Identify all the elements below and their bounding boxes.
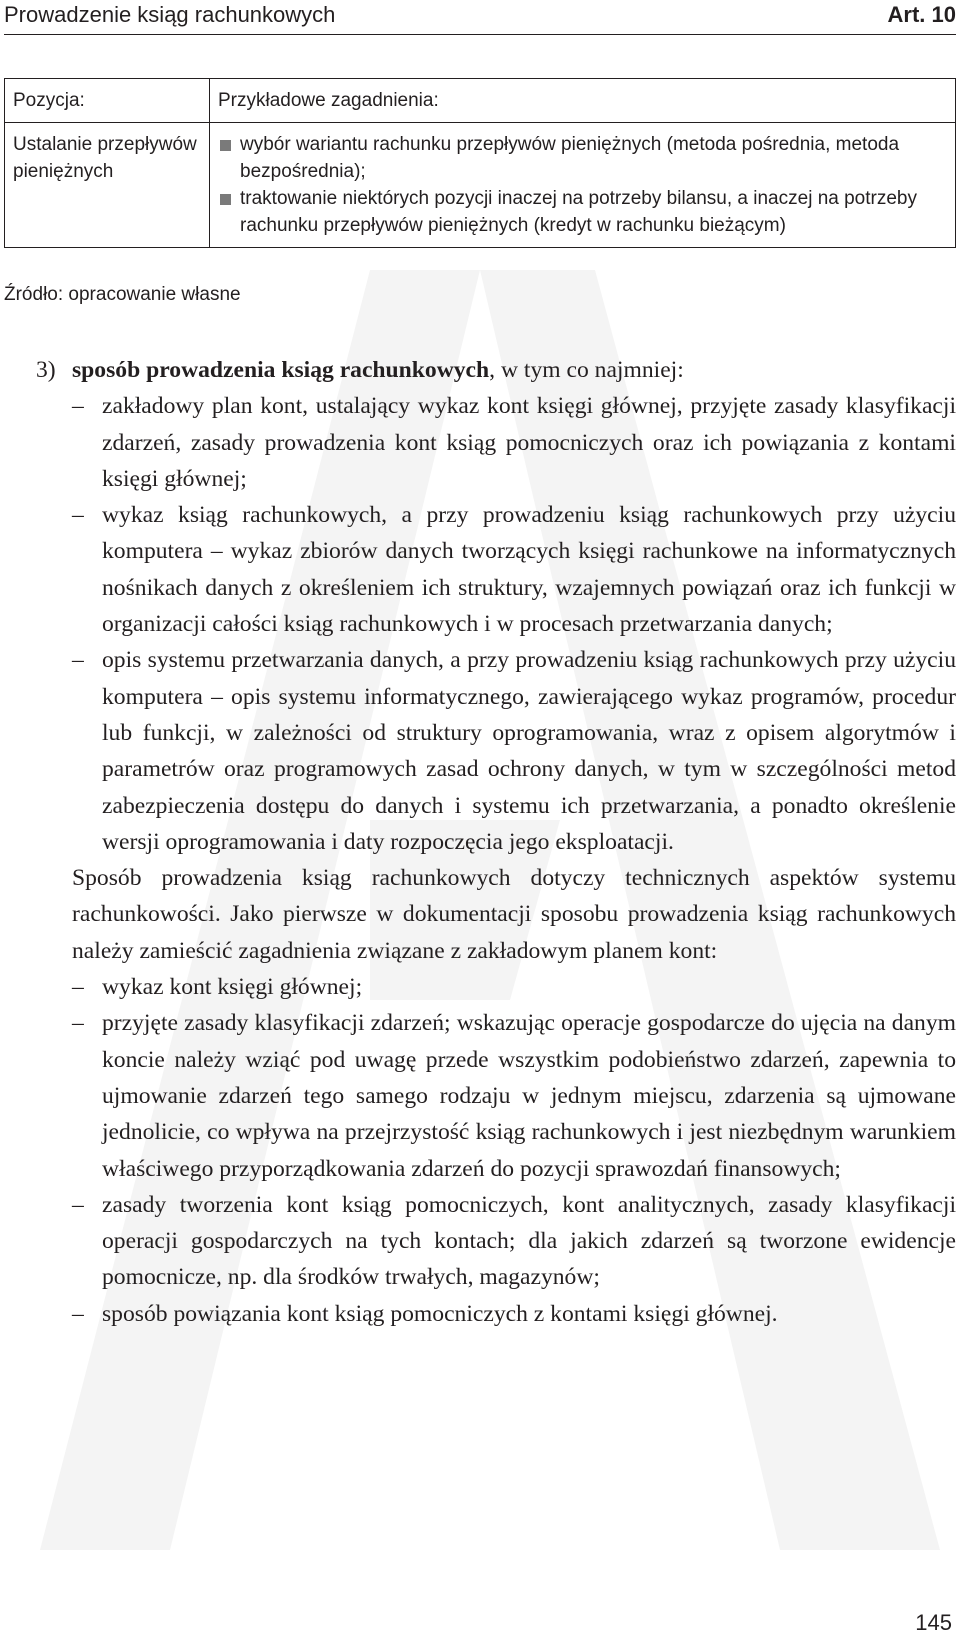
dash-list-item [72,642,956,860]
dash-bullet: – [72,1300,84,1327]
article-number: Art. 10 [887,2,956,27]
dash-bullet: – [72,1191,84,1218]
source-note: Źródło: opracowanie własne [4,284,241,305]
main-text [36,352,956,1332]
item-bold-title: sposób prowadzenia ksiąg rachunkowych [72,357,490,383]
bullet-text: traktowanie niektórych pozycji inaczej na potrzeby bilansu, a inaczej na potrzeby rachunku przepływów pieniężnych (kredyt w rachunku bieżącym) [240,188,917,236]
dash-list-item [72,1296,956,1332]
list-item [218,131,945,185]
header-cell-position: Pozycja: [5,79,210,123]
dash-item-text: opis systemu przetwarzania danych, a przy prowadzeniu ksiąg rachunkowych przy użyciu komputera – opis systemu informatycznego, zawierającego wykaz programów, procedur lub funkcji, w zależności od struktury oprogramowania, wraz z opisem algorytmów i parametrów oraz programowych zasad ochrony danych, w tym w szczególności metod zabezpieczenia dostępu do danych i systemu ich przetwarzania, a ponadto określenie wersji oprogramowania i daty rozpoczęcia jego eksploatacji. [102,647,956,855]
body-paragraph: Sposób prowadzenia ksiąg rachunkowych dotyczy technicznych aspektów systemu rachunkowości. Jako pierwsze w dokumentacji sposobu prowadzenia ksiąg rachunkowych należy zamieścić zagadnienia związane z zakładowym planem kont: [72,865,956,964]
dash-bullet: – [72,974,84,1001]
dash-item-text: sposób powiązania kont ksiąg pomocniczych z kontami księgi głównej. [102,1300,778,1327]
square-bullet-icon [220,194,231,205]
cell-position: Ustalanie przepływów pieniężnych [5,123,210,248]
dash-bullet: – [72,393,84,420]
example-table [4,78,956,248]
dash-list-item [72,1187,956,1296]
dash-list-item [72,1005,956,1186]
dash-bullet: – [72,1010,84,1037]
dash-item-text: wykaz kont księgi głównej; [102,974,363,1001]
running-header [4,0,956,35]
cell-issues [210,123,956,248]
item-intro: , w tym co najmniej: [489,357,684,383]
dash-list-item [72,497,956,642]
table-row [5,123,956,248]
dash-bullet: – [72,502,84,529]
bullet-text: wybór wariantu rachunku przepływów pieniężnych (metoda pośrednia, metoda bezpośrednia); [240,134,900,182]
square-bullet-icon [220,140,231,151]
dash-bullet: – [72,647,84,674]
running-title: Prowadzenie ksiąg rachunkowych [4,2,336,27]
numbered-item-3 [36,352,956,388]
item-number: 3) [36,357,56,383]
dash-item-text: wykaz ksiąg rachunkowych, a przy prowadzeniu ksiąg rachunkowych przy użyciu komputera – wykaz zbiorów danych tworzących księgi rachunkowe na informatycznych nośnikach danych z określeniem ich struktury, wzajemnych powiązań oraz ich funkcji w organizacji całości ksiąg rachunkowych i w procesach przetwarzania danych; [102,502,956,638]
dash-list-item [72,388,956,497]
header-cell-issues: Przykładowe zagadnienia: [210,79,956,123]
dash-item-text: przyjęte zasady klasyfikacji zdarzeń; wskazując operacje gospodarcze do ujęcia na danym koncie należy wziąć pod uwagę przede wszystkim podobieństwo zdarzeń, zapewnia to ujmowanie zdarzeń tego samego rodzaju w jednym miejscu, zdarzenia są ujmowane jednolicie, co wpływa na przejrzystość ksiąg rachunkowych i jest niezbędnym warunkiem właściwego przyporządkowania zdarzeń do pozycji sprawozdań finansowych; [102,1010,956,1182]
dash-item-text: zasady tworzenia kont ksiąg pomocniczych, kont analitycznych, zasady klasyfikacji operacji gospodarczych na tych kontach; dla jakich zdarzeń są tworzone ewidencje pomocnicze, np. dla środków trwałych, magazynów; [102,1191,956,1291]
dash-item-text: zakładowy plan kont, ustalający wykaz kont księgi głównej, przyjęte zasady klasyfikacji zdarzeń, zasady prowadzenia kont ksiąg pomocniczych oraz ich powiązania z kontami księgi głównej; [102,393,956,492]
dash-list-item [72,969,956,1005]
table-header-row [5,79,956,123]
page-number: 145 [915,1610,952,1635]
list-item [218,185,945,239]
